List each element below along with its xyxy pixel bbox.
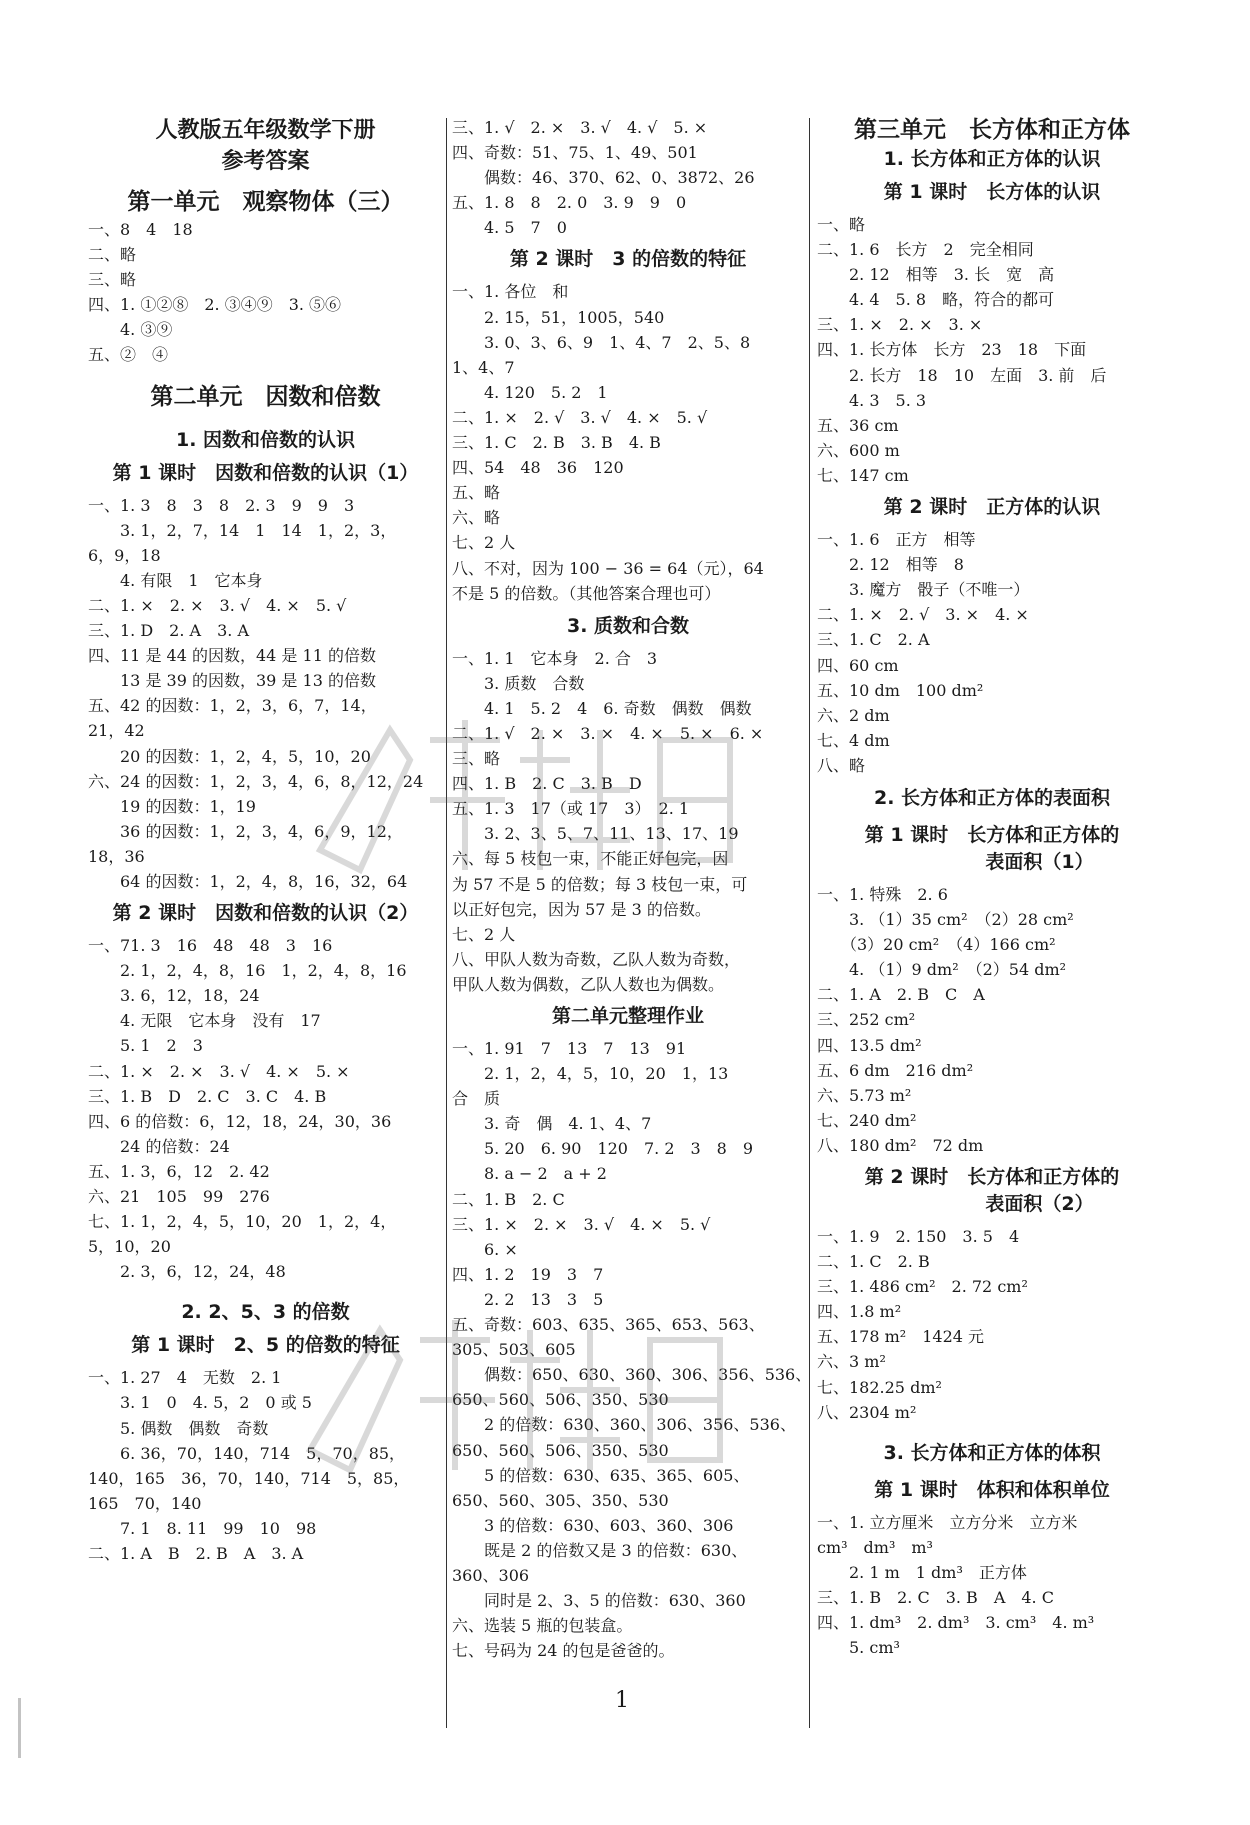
section-heading: 2. 2、5、3 的倍数: [181, 1301, 350, 1324]
answer-line: 甲队人数为偶数，乙队人数也为偶数。: [452, 974, 725, 994]
lesson-heading: 第 2 课时 正方体的认识: [883, 496, 1101, 519]
answer-line: 六、600 m: [817, 440, 900, 460]
answer-line: 4. 3 5. 3: [817, 390, 927, 410]
document-title: [88, 115, 443, 177]
answer-line: 三、1. 486 cm² 2. 72 cm²: [817, 1277, 1028, 1297]
unit-heading: 第三单元 长方体和正方体: [854, 117, 1130, 143]
answer-line: 4. 5 7 0: [452, 218, 567, 238]
answer-line: 偶数：650、630、360、306、356、536、: [452, 1365, 812, 1385]
answer-line: 一、1. 3 8 3 8 2. 3 9 9 3: [88, 495, 355, 515]
answer-column-3: [817, 115, 1167, 1660]
answer-line: 三、252 cm²: [817, 1010, 916, 1030]
answer-line: 二、1. A B 2. B A 3. A: [88, 1544, 304, 1564]
lesson-heading: 第 2 课时 因数和倍数的认识（2）: [112, 902, 419, 925]
answer-line: 4. ③⑨: [88, 320, 173, 340]
lesson-heading: 第 1 课时 因数和倍数的认识（1）: [112, 461, 419, 484]
answer-line: 5. 1 2 3: [88, 1036, 203, 1056]
answer-line: 偶数：46、370、62、0、3872、26: [452, 168, 755, 188]
spacer: [817, 812, 1167, 822]
lesson-heading: 第 1 课时 长方体的认识: [883, 181, 1101, 203]
answer-line: 三、略: [452, 749, 501, 769]
unit-heading: 第二单元 因数和倍数: [150, 383, 381, 410]
answer-line: 4. 120 5. 2 1: [452, 382, 608, 402]
answer-line: 五、42 的因数：1，2，3，6，7，14，: [88, 696, 377, 716]
answer-line: 二、1. × 2. × 3. √ 4. × 5. √: [88, 595, 347, 615]
section-heading: 3. 质数和合数: [566, 614, 690, 637]
answer-line: 六、每 5 枝包一束，不能正好包完，因: [452, 849, 729, 869]
answer-line: 5. 20 6. 90 120 7. 2 3 8 9: [452, 1139, 754, 1159]
answer-line: 3. 1，2，7，14 1 14 1，2，3，: [88, 520, 397, 540]
answer-line: cm³ dm³ m³: [817, 1537, 933, 1557]
answer-line: 既是 2 的倍数又是 3 的倍数：630、: [452, 1540, 748, 1560]
lesson-heading: 第 2 课时 3 的倍数的特征: [509, 248, 747, 271]
answer-line: 2. 长方 18 10 左面 3. 前 后: [817, 365, 1107, 385]
answer-line: 五、178 m² 1424 元: [817, 1327, 985, 1347]
answer-line: 七、182.25 dm²: [817, 1377, 942, 1397]
answer-line: 七、147 cm: [817, 465, 909, 485]
answer-line: 4. （1）9 dm² （2）54 dm²: [817, 960, 1067, 980]
answer-line: 2. 12 相等 8: [817, 555, 964, 575]
answer-line: 六、24 的因数：1，2，3，4，6，8，12，24: [88, 771, 424, 791]
answer-line: 合 质: [452, 1089, 501, 1109]
answer-line: 四、54 48 36 120: [452, 458, 624, 478]
answer-line: 1、4、7: [452, 357, 515, 377]
answer-line: 三、1. B D 2. C 3. C 4. B: [88, 1086, 327, 1106]
answer-line: 2. 15，51，1005，540: [452, 307, 665, 327]
answer-line: 3. 2、3、5、7、11、13、17、19: [452, 824, 739, 844]
answer-line: 二、1. B 2. C: [452, 1189, 565, 1209]
answer-line: 20 的因数：1，2，4，5，10，20: [88, 746, 371, 766]
answer-line: 一、1. 立方厘米 立方分米 立方米: [817, 1512, 1078, 1532]
answer-line: 七、240 dm²: [817, 1110, 917, 1130]
answer-line: 5，10，20: [88, 1237, 171, 1257]
answer-line: 3. 质数 合数: [452, 673, 585, 693]
answer-line: 八、略: [817, 755, 866, 775]
spacer: [817, 1467, 1167, 1477]
lesson-heading: 第 1 课时 长方体和正方体的: [864, 823, 1120, 846]
answer-line: 二、1. × 2. × 3. √ 4. × 5. ×: [88, 1061, 350, 1081]
answer-line: 13 是 39 的因数，39 是 13 的倍数: [88, 671, 376, 691]
answer-line: 7. 1 8. 11 99 10 98: [88, 1518, 317, 1538]
answer-line: 四、1. dm³ 2. dm³ 3. cm³ 4. m³: [817, 1613, 1095, 1633]
column-divider-1: [446, 118, 447, 1728]
answer-line: 四、1.8 m²: [817, 1302, 902, 1322]
answer-line: 一、71. 3 16 48 48 3 16: [88, 936, 333, 956]
answer-line: 二、1. × 2. √ 3. × 4. ×: [817, 605, 1029, 625]
answer-line: 一、1. 91 7 13 7 13 91: [452, 1039, 687, 1058]
answer-line: 3. 0、3、6、9 1、4、7 2、5、8: [452, 332, 751, 352]
answer-line: 五、6 dm 216 dm²: [817, 1060, 974, 1080]
answer-line: 八、不对，因为 100 − 36 = 64（元），64: [452, 558, 764, 578]
section-heading: 1. 因数和倍数的认识: [175, 428, 356, 451]
answer-line: 八、2304 m²: [817, 1402, 917, 1422]
answer-line: 五、36 cm: [817, 415, 899, 435]
answer-line: 5. cm³: [817, 1638, 900, 1658]
answer-line: 21，42: [88, 721, 145, 741]
answer-line: 三、1. C 2. A: [817, 630, 930, 650]
answer-line: 四、1. 2 19 3 7: [452, 1264, 604, 1284]
answer-line: 五、1. 3 17（或 17 3） 2. 1: [452, 799, 690, 819]
answer-line: 二、1. √ 2. × 3. × 4. × 5. × 6. ×: [452, 723, 764, 743]
answer-line: 七、2 人: [452, 924, 516, 944]
answer-line: 三、1. C 2. B 3. B 4. B: [452, 433, 661, 453]
answer-line: 650、560、305、350、530: [452, 1490, 669, 1510]
section-heading: 2. 长方体和正方体的表面积: [873, 786, 1111, 809]
spacer: [88, 1284, 443, 1298]
answer-line: 2. 1，2，4，8，16 1，2，4，8，16: [88, 961, 407, 981]
answer-line: 19 的因数：1，19: [88, 796, 256, 816]
answer-line: 六、略: [452, 508, 501, 528]
answer-line: 五、略: [452, 483, 501, 503]
answer-line: 三、1. √ 2. × 3. √ 4. √ 5. ×: [452, 118, 708, 137]
answer-line: 六、2 dm: [817, 705, 890, 725]
answer-line: 三、1. × 2. × 3. √ 4. × 5. √: [452, 1214, 711, 1234]
lesson-heading: 表面积（2）: [890, 1193, 1094, 1215]
answer-line: 5. 偶数 偶数 奇数: [88, 1418, 269, 1438]
answer-line: 一、1. 各位 和: [452, 282, 569, 302]
answer-line: 650、560、506、350、530: [452, 1440, 669, 1460]
answer-line: 二、1. C 2. B: [817, 1252, 930, 1272]
answer-line: 六、选装 5 瓶的包装盒。: [452, 1616, 633, 1636]
answer-line: 四、6 的倍数：6，12，18，24，30，36: [88, 1111, 392, 1131]
answer-line: 一、1. 27 4 无数 2. 1: [88, 1368, 282, 1388]
lesson-heading: 第 1 课时 2、5 的倍数的特征: [131, 1334, 400, 1357]
answer-line: 3. 魔方 骰子（不唯一）: [817, 580, 1030, 600]
answer-line: 不是 5 的倍数。（其他答案合理也可）: [452, 583, 721, 603]
lesson-heading: 表面积（1）: [890, 850, 1094, 873]
answer-line: 36 的因数：1，2，3，4，6，9，12，: [88, 821, 403, 841]
answer-line: 二、1. A 2. B C A: [817, 985, 985, 1005]
page-number: 1: [615, 1688, 629, 1713]
section-heading: 3. 长方体和正方体的体积: [883, 1441, 1101, 1464]
answer-line: 五、② ④: [88, 345, 169, 365]
answer-line: 三、1. B 2. C 3. B A 4. C: [817, 1588, 1054, 1608]
spacer: [88, 368, 443, 382]
document-title-line-1: 人教版五年级数学下册: [155, 118, 376, 143]
scan-edge-mark: [18, 1698, 21, 1758]
answer-line: 8. a − 2 a + 2: [452, 1164, 607, 1184]
answer-line: 3. 6，12，18，24: [88, 986, 260, 1006]
answer-line: 3. （1）35 cm² （2）28 cm²: [817, 910, 1074, 930]
document-title-line-2: 参考答案: [221, 149, 310, 174]
answer-line: 五、奇数：603、635、365、653、563、: [452, 1315, 765, 1335]
answer-line: 四、1. ①②⑧ 2. ③④⑨ 3. ⑤⑥: [88, 295, 342, 315]
answer-line: 三、1. × 2. × 3. ×: [817, 315, 983, 335]
answer-line: 四、11 是 44 的因数，44 是 11 的倍数: [88, 646, 376, 666]
answer-line: 6，9，18: [88, 545, 161, 565]
answer-line: 140，165 36，70，140，714 5，85，: [88, 1468, 410, 1488]
answer-line: 四、1. 长方体 长方 23 18 下面: [817, 340, 1087, 360]
answer-line: 4. 无限 它本身 没有 17: [88, 1011, 321, 1031]
answer-line: （3）20 cm² （4）166 cm²: [817, 935, 1056, 955]
answer-line: 2. 2 13 3 5: [452, 1289, 604, 1309]
spacer: [817, 1425, 1167, 1439]
answer-column-1: [88, 115, 443, 1566]
spacer: [88, 412, 443, 426]
answer-line: 四、奇数：51、75、1、49、501: [452, 143, 698, 163]
lesson-heading: 第二单元整理作业: [551, 1005, 704, 1027]
answer-line: 为 57 不是 5 的倍数；每 3 枝包一束，可: [452, 874, 748, 894]
answer-line: 六、3 m²: [817, 1352, 886, 1372]
answer-line: 5 的倍数：630、635、365、605、: [452, 1465, 750, 1485]
answer-line: 一、1. 9 2. 150 3. 5 4: [817, 1227, 1020, 1246]
answer-line: 360、306: [452, 1565, 530, 1585]
answer-column-2: [452, 115, 812, 1663]
spacer: [88, 177, 443, 187]
answer-line: 五、10 dm 100 dm²: [817, 680, 984, 700]
answer-line: 三、略: [88, 270, 137, 290]
answer-line: 305、503、605: [452, 1340, 576, 1360]
answer-line: 一、1. 1 它本身 2. 合 3: [452, 648, 658, 668]
column-divider-2: [809, 118, 810, 1728]
answer-line: 二、略: [88, 245, 137, 265]
answer-line: 一、1. 特殊 2. 6: [817, 884, 948, 904]
answer-line: 六、21 105 99 276: [88, 1187, 270, 1206]
answer-line: 18，36: [88, 846, 145, 866]
answer-line: 七、1. 1，2，4，5，10，20 1，2，4，: [88, 1212, 397, 1232]
answer-line: 2 的倍数：630、360、306、356、536、: [452, 1415, 796, 1435]
answer-line: 165 70，140: [88, 1493, 202, 1513]
answer-line: 一、1. 6 正方 相等: [817, 530, 976, 550]
answer-line: 6. ×: [452, 1239, 518, 1259]
answer-line: 6. 36，70，140，714 5，70，85，: [88, 1443, 406, 1463]
answer-line: 以正好包完，因为 57 是 3 的倍数。: [452, 899, 711, 919]
answer-line: 七、4 dm: [817, 730, 890, 750]
answer-line: 二、1. × 2. √ 3. √ 4. × 5. √: [452, 407, 708, 427]
answer-line: 2. 12 相等 3. 长 宽 高: [817, 265, 1055, 285]
unit-heading: 第一单元 观察物体（三）: [127, 189, 404, 215]
answer-line: 4. 有限 1 它本身: [88, 570, 263, 590]
answer-line: 2. 3，6，12，24，48: [88, 1262, 286, 1282]
answer-line: 八、甲队人数为奇数，乙队人数为奇数，: [452, 949, 741, 969]
answer-line: 一、8 4 18: [88, 220, 193, 239]
answer-line: 同时是 2、3、5 的倍数：630、360: [452, 1591, 746, 1611]
lesson-heading: 第 2 课时 长方体和正方体的: [864, 1166, 1120, 1188]
answer-line: 五、1. 3，6，12 2. 42: [88, 1161, 270, 1181]
answer-line: 3. 1 0 4. 5，2 0 或 5: [88, 1393, 312, 1413]
answer-line: 二、1. 6 长方 2 完全相同: [817, 240, 1034, 260]
answer-line: 2. 1 m 1 dm³ 正方体: [817, 1562, 1027, 1582]
answer-line: 64 的因数：1，2，4，8，16，32，64: [88, 871, 408, 891]
answer-line: 3 的倍数：630、603、360、306: [452, 1515, 734, 1535]
answer-line: 24 的倍数：24: [88, 1136, 230, 1156]
answer-line: 3. 奇 偶 4. 1、4、7: [452, 1114, 652, 1134]
answer-line: 七、号码为 24 的包是爸爸的。: [452, 1641, 675, 1661]
answer-line: 五、1. 8 8 2. 0 3. 9 9 0: [452, 193, 687, 213]
answer-line: 七、2 人: [452, 533, 516, 553]
answer-line: 2. 1，2，4，5，10，20 1，13: [452, 1064, 729, 1084]
answer-line: 八、180 dm² 72 dm: [817, 1135, 984, 1155]
answer-line: 三、1. D 2. A 3. A: [88, 621, 249, 641]
lesson-heading: 第 1 课时 体积和体积单位: [874, 1478, 1110, 1501]
answer-line: 4. 1 5. 2 4 6. 奇数 偶数 偶数: [452, 698, 752, 718]
answer-line: 四、13.5 dm²: [817, 1035, 922, 1055]
answer-line: 650、560、506、350、530: [452, 1390, 669, 1410]
answer-line: 4. 4 5. 8 略，符合的都可: [817, 290, 1055, 310]
answer-line: 一、略: [817, 215, 866, 234]
answer-line: 四、60 cm: [817, 655, 899, 675]
answer-line: 六、5.73 m²: [817, 1085, 912, 1105]
section-heading: 1. 长方体和正方体的认识: [883, 148, 1101, 170]
answer-line: 四、1. B 2. C 3. B D: [452, 774, 642, 794]
